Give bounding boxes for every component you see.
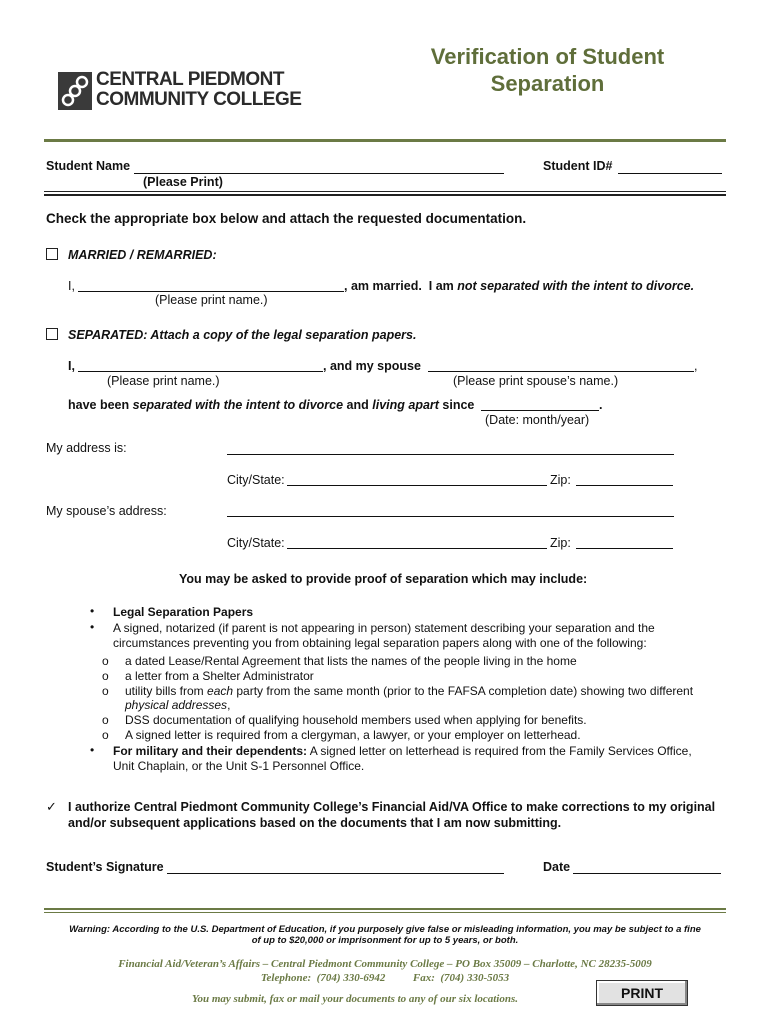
submit-note: You may submit, fax or mail your documents to any of our six locations.	[191, 993, 519, 1005]
student-name-field[interactable]	[134, 173, 504, 174]
military-item-continued: Unit Chaplain, or the Unit S-1 Personnel Office.	[113, 759, 365, 773]
and-spouse-text: , and my spouse	[323, 359, 421, 373]
date-field[interactable]	[573, 873, 721, 874]
proof-item: Legal Separation Papers	[113, 605, 254, 619]
office-address: Financial Aid/Veteran’s Affairs – Central Piedmont Community College – PO Box 35009 – Charlotte, NC 28235-5009	[118, 958, 652, 970]
spouse-zip-field[interactable]	[576, 548, 673, 549]
my-zip-label: Zip:	[550, 473, 571, 487]
date-hint: (Date: month/year)	[485, 413, 590, 427]
military-item: For military and their dependents: A signed letter on letterhead is required from the Family Services Office,	[113, 744, 692, 758]
spouse-address-label: My spouse’s address:	[46, 504, 167, 518]
student-id-field[interactable]	[618, 173, 722, 174]
date-period: .	[599, 398, 603, 412]
my-city-field[interactable]	[287, 485, 547, 486]
my-city-label: City/State:	[227, 473, 285, 487]
sub-bullet-icon: o	[102, 713, 109, 727]
my-zip-field[interactable]	[576, 485, 673, 486]
sub-bullet-icon: o	[102, 728, 109, 742]
bullet-icon: •	[90, 620, 95, 634]
married-name-hint: (Please print name.)	[155, 293, 268, 307]
sub-bullet-icon: o	[102, 684, 109, 698]
student-name-hint: (Please Print)	[143, 175, 223, 189]
separated-name-hint: (Please print name.)	[107, 374, 220, 388]
bullet-icon: •	[90, 604, 95, 618]
separated-checkbox[interactable]	[46, 328, 58, 340]
instructions-text: Check the appropriate box below and attach the requested documentation.	[46, 211, 527, 226]
signature-field[interactable]	[167, 873, 504, 874]
spouse-city-label: City/State:	[227, 536, 285, 550]
print-button[interactable]: PRINT	[596, 980, 688, 1006]
married-statement: , am married. I am not separated with the intent to divorce.	[344, 279, 695, 293]
separation-date-field[interactable]	[481, 410, 599, 411]
section-divider-thick	[44, 194, 726, 196]
separated-label: SEPARATED: Attach a copy of the legal separation papers.	[68, 328, 417, 342]
spouse-name-hint: (Please print spouse’s name.)	[453, 374, 619, 388]
separated-statement: have been separated with the intent to divorce and living apart since	[68, 398, 475, 412]
proof-sub-item: a dated Lease/Rental Agreement that lists the names of the people living in the home	[125, 654, 577, 668]
married-checkbox[interactable]	[46, 248, 58, 260]
section-divider-thin	[44, 191, 726, 192]
footer-divider	[44, 908, 726, 910]
spouse-name-field[interactable]	[428, 371, 694, 372]
sub-bullet-icon: o	[102, 654, 109, 668]
proof-sub-item: a letter from a Shelter Administrator	[125, 669, 314, 683]
page-title: Verification of Student Separation	[430, 44, 665, 96]
married-name-field[interactable]	[78, 291, 344, 292]
student-name-label: Student Name	[46, 159, 131, 173]
footer-divider-thin	[44, 912, 726, 913]
authorize-line2: and/or subsequent applications based on the documents that I am now submitting.	[68, 816, 562, 830]
my-address-field[interactable]	[227, 454, 674, 455]
my-address-label: My address is:	[46, 441, 127, 455]
spouse-comma: ,	[694, 359, 698, 373]
college-logo-text: CENTRAL PIEDMONT COMMUNITY COLLEGE	[96, 69, 302, 110]
header-divider	[44, 139, 726, 142]
proof-sub-item: utility bills from each party from the same month (prior to the FAFSA completion date) showing two different	[125, 684, 694, 698]
separated-name-field[interactable]	[78, 371, 323, 372]
authorize-line1: I authorize Central Piedmont Community College’s Financial Aid/VA Office to make corrections to my original	[68, 800, 716, 814]
proof-item-continued: circumstances preventing you from obtaining legal separation papers along with one of the following:	[113, 636, 647, 650]
proof-sub-item: DSS documentation of qualifying household members used when applying for benefits.	[125, 713, 587, 727]
bullet-icon: •	[90, 743, 95, 757]
checkmark-icon: ✓	[46, 799, 57, 814]
separated-i-prefix: I,	[68, 359, 75, 373]
proof-item: A signed, notarized (if parent is not appearing in person) statement describing your separation and the	[113, 621, 655, 635]
student-id-label: Student ID#	[543, 159, 613, 173]
date-label: Date	[543, 860, 571, 874]
signature-label: Student’s Signature	[46, 860, 164, 874]
proof-sub-item: A signed letter is required from a clergyman, a lawyer, or your employer on letterhead.	[125, 728, 581, 742]
married-i-prefix: I,	[68, 279, 75, 293]
warning-text: Warning: According to the U.S. Department of Education, if you purposely give false or misleading information, you may be subject to a fine of up to $20,000 or imprisonment for up to 5 years, or both.	[69, 924, 701, 946]
spouse-zip-label: Zip:	[550, 536, 571, 550]
college-logo-mark	[58, 72, 92, 110]
married-label: MARRIED / REMARRIED:	[68, 248, 217, 262]
spouse-address-field[interactable]	[227, 516, 674, 517]
proof-sub-item-continued: physical addresses,	[125, 698, 231, 712]
spouse-city-field[interactable]	[287, 548, 547, 549]
office-phones: Telephone: (704) 330-6942 Fax: (704) 330-5053	[260, 972, 510, 984]
sub-bullet-icon: o	[102, 669, 109, 683]
proof-heading: You may be asked to provide proof of separation which may include:	[179, 572, 588, 586]
